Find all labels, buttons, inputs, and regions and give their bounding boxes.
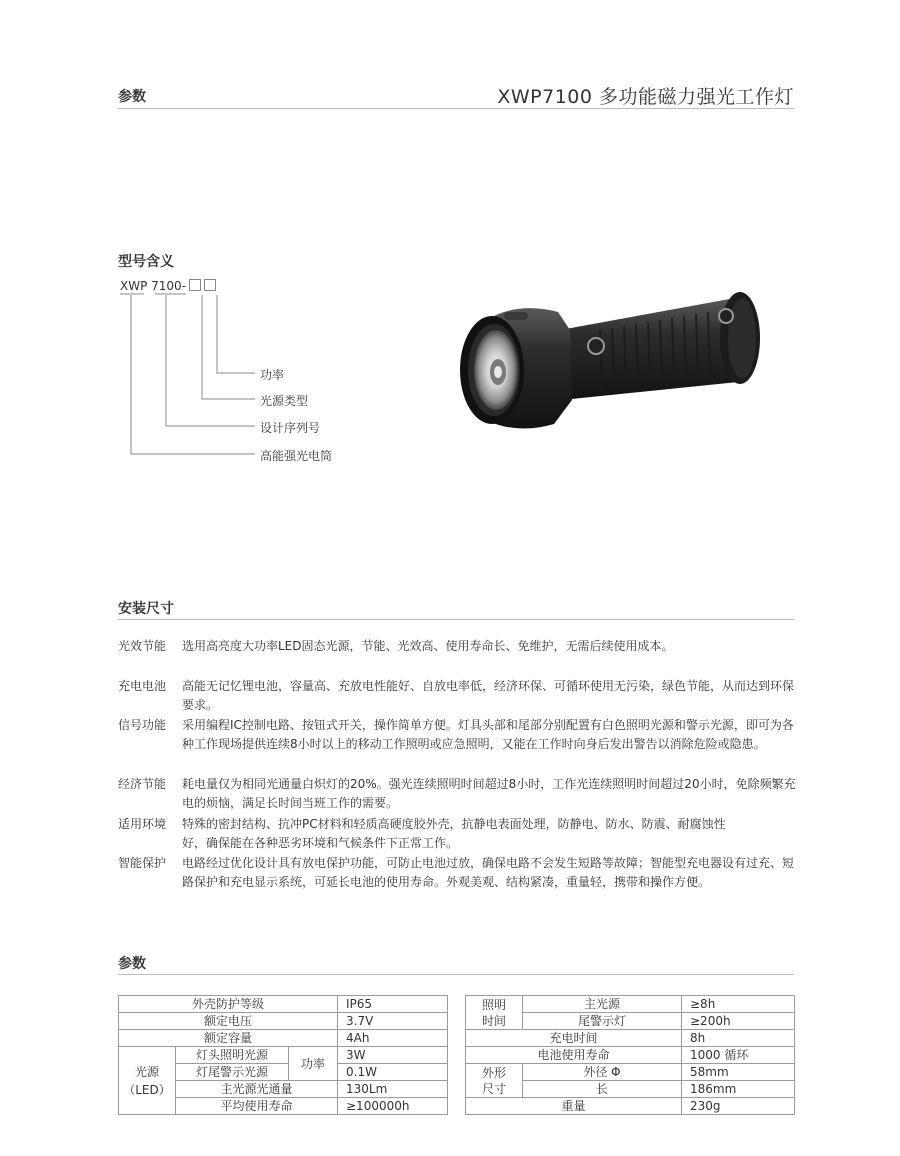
install-divider [118,619,794,620]
table-row [466,1030,795,1047]
feature-term: 充电电池 [118,679,167,693]
params-divider [118,974,794,975]
table-cell-power: 功率 [289,1047,338,1081]
size-group-label-1: 外形 [481,1065,506,1080]
header-right-title: XWP7100 多功能磁力强光工作灯 [497,86,794,108]
table-row [119,1013,448,1030]
table-cell-label: 主光源光通量 [176,1081,338,1098]
table-cell-label: 外壳防护等级 [119,996,338,1013]
table-row [119,1030,448,1047]
table-cell-label: 重量 [466,1098,682,1115]
legend-source-type: 光源类型 [260,394,309,408]
table-cell-value: 130Lm [338,1081,448,1098]
install-title: 安装尺寸 [118,601,174,617]
table-cell-group [119,1047,176,1115]
table-cell-label: 平均使用寿命 [176,1098,338,1115]
legend-flashlight: 高能强光电筒 [260,449,333,463]
table-cell-value: 58mm [682,1064,795,1081]
feature-item [118,815,798,853]
feature-item [118,637,798,656]
feature-desc: 高能无记忆锂电池，容量高、充放电性能好、自放电率低，经济环保、可循环使用无污染，绿色节能，从而达到环保要求。 [182,679,795,712]
table-row [119,1047,448,1064]
table-cell-value: ≥8h [682,996,795,1013]
params-table-right [465,995,795,1115]
flashlight-image [450,282,770,442]
size-group-label-2: 尺寸 [481,1081,506,1096]
leader-line-series [166,295,255,426]
table-cell-label: 充电时间 [466,1030,682,1047]
leader-line-source-type [202,295,255,399]
table-cell-label: 长 [523,1081,682,1098]
model-meaning-title: 型号含义 [118,254,174,270]
table-cell-value: ≥200h [682,1013,795,1030]
model-code-text: XWP 7100 [120,279,182,293]
params-table-left [118,995,448,1115]
table-cell-label: 灯尾警示光源 [176,1064,289,1081]
feature-term: 适用环境 [118,817,167,831]
model-code-dash: - [181,279,187,293]
table-cell-label: 额定电压 [119,1013,338,1030]
table-cell-value: ≥100000h [338,1098,448,1115]
table-cell-value: 1000 循环 [682,1047,795,1064]
leader-line-flashlight [131,295,255,454]
feature-desc: 采用编程IC控制电路、按钮式开关，操作简单方便。灯具头部和尾部分别配置有白色照明光源和警示光源，即可为各种工作现场提供连续8小时以上的移动工作照明或应急照明，又能在工作时向身后发出警告以消除危险或隐患。 [182,718,794,751]
feature-item [118,775,798,813]
header-left-title: 参数 [118,89,146,105]
feature-item [118,716,798,754]
table-cell-group [466,996,523,1030]
feature-term: 智能保护 [118,856,167,870]
table-cell-value: 230g [682,1098,795,1115]
feature-desc: 耗电量仅为相同光通量白炽灯的20%。强光连续照明时间超过8小时，工作光连续照明时间超过20小时，免除频繁充电的烦恼，满足长时间当班工作的需要。 [182,777,796,810]
table-cell-label: 尾警示灯 [523,1013,682,1030]
table-cell-value: 3W [338,1047,448,1064]
table-cell-label: 主光源 [523,996,682,1013]
source-group-sub: （LED） [123,1082,171,1097]
table-row [466,1098,795,1115]
table-cell-value: 186mm [682,1081,795,1098]
source-group-label: 光源 [134,1064,159,1079]
table-row [466,996,795,1013]
feature-desc: 选用高亮度大功率LED固态光源，节能、光效高、使用寿命长、免维护，无需后续使用成本。 [182,639,674,653]
feature-desc: 电路经过优化设计具有放电保护功能，可防止电池过放，确保电路不会发生短路等故障；智能型充电器设有过充、短路保护和充电显示系统，可延长电池的使用寿命。外观美观、结构紧凑，重量轻，携带和操作方便。 [182,856,795,889]
table-row [466,1064,795,1081]
legend-power: 功率 [260,368,285,382]
table-cell-label: 电池使用寿命 [466,1047,682,1064]
table-cell-value: 3.7V [338,1013,448,1030]
table-cell-value: 0.1W [338,1064,448,1081]
table-row [466,1047,795,1064]
feature-term: 信号功能 [118,718,167,732]
feature-item [118,677,798,715]
feature-term: 经济节能 [118,777,167,791]
params-title: 参数 [118,956,146,972]
table-cell-label: 灯头照明光源 [176,1047,289,1064]
table-cell-value: IP65 [338,996,448,1013]
table-cell-value: 8h [682,1030,795,1047]
table-row [119,996,448,1013]
legend-series: 设计序列号 [260,421,321,435]
feature-term: 光效节能 [118,639,167,653]
time-group-label-2: 时间 [481,1013,506,1028]
feature-desc: 特殊的密封结构、抗冲PC材料和轻质高硬度胶外壳，抗静电表面处理，防静电、防水、防震、耐腐蚀性好，确保能在各种恶劣环境和气候条件下正常工作。 [182,817,726,850]
table-cell-label: 额定容量 [119,1030,338,1047]
table-cell-group [466,1064,523,1098]
table-cell-value: 4Ah [338,1030,448,1047]
feature-item [118,854,798,892]
leader-line-power [217,295,255,373]
time-group-label-1: 照明 [481,997,506,1012]
table-cell-label: 外径 Φ [523,1064,682,1081]
